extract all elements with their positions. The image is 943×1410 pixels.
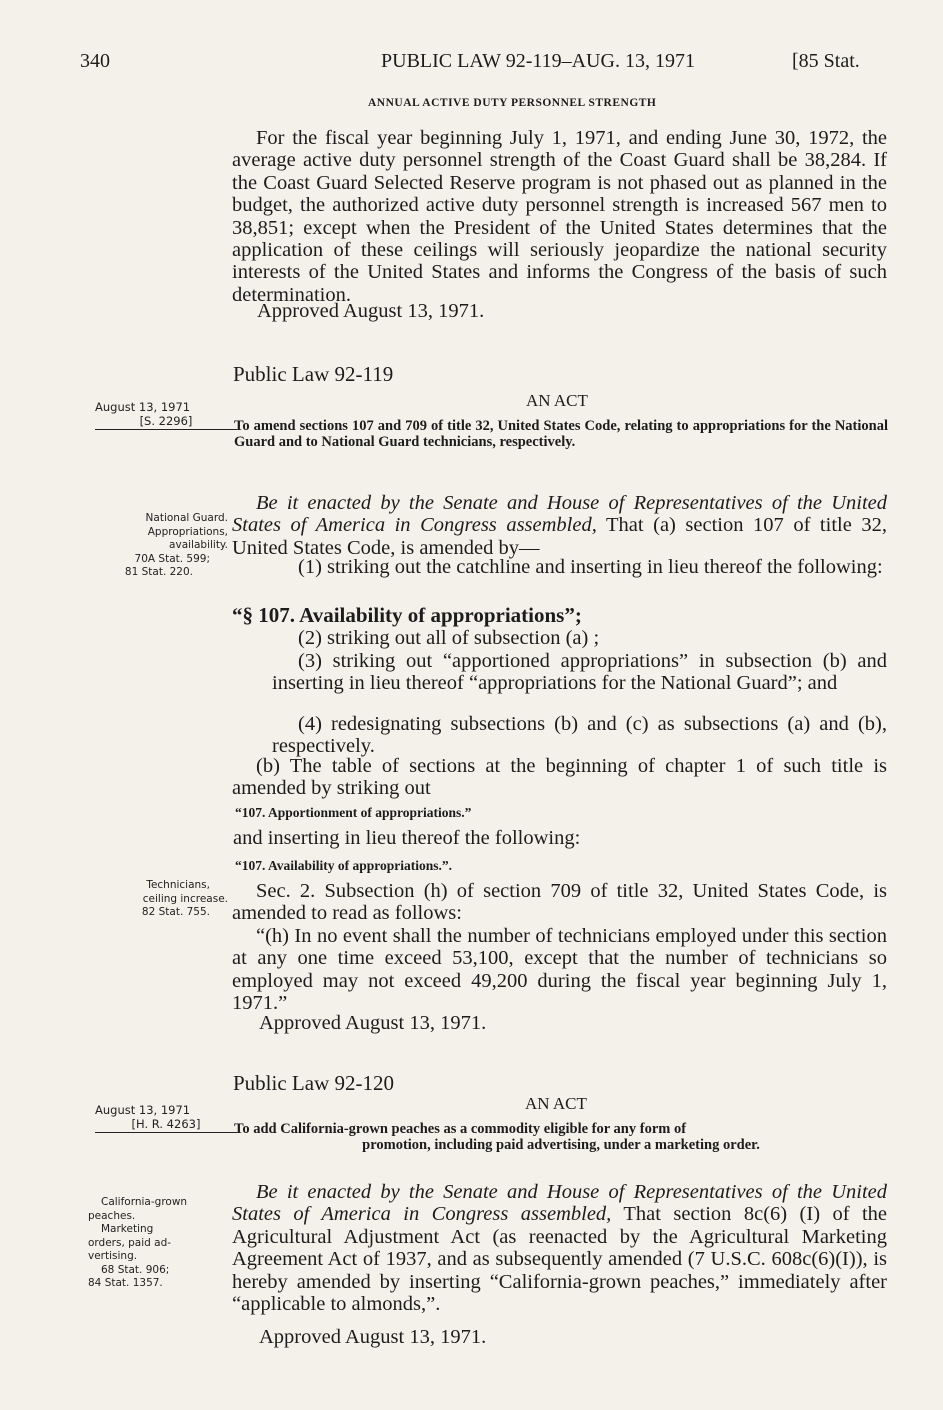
margin-note-line: vertising. — [88, 1250, 138, 1262]
page-number: 340 — [80, 50, 110, 72]
enacting-rest: That section 8c(6) (I) of the Agricultural Adjustment Act (as reenacted by the Agricultural Marketing Agreement Act of 1937, and as subsequently amended (7 U.S.C. 608c(6)(I)), is hereby amended by inserting “California-grown peaches,” immediately after “applicable to almonds,”. — [232, 1203, 887, 1316]
running-header-title: PUBLIC LAW 92-119–AUG. 13, 1971 — [381, 50, 695, 72]
approved-date-119: Approved August 13, 1971. — [259, 1012, 487, 1034]
quote-new-entry: “107. Availability of appropriations.”. — [235, 858, 453, 873]
purpose-120-line-2: promotion, including paid advertising, under a marketing order. — [362, 1137, 760, 1153]
quote-old-entry: “107. Apportionment of appropriations.” — [235, 805, 472, 820]
an-act-label-119: AN ACT — [526, 391, 588, 410]
margin-note-national-guard — [88, 512, 228, 580]
margin-note-line: Technicians, — [146, 879, 210, 891]
approved-date-120: Approved August 13, 1971. — [259, 1326, 487, 1348]
item-1-text: (1) striking out the catchline and inserting in lieu thereof the following: — [298, 556, 883, 578]
purpose-119: To amend sections 107 and 709 of title 32, United States Code, relating to appropriations for the National Guard and to National Guard technicians, respectively. — [234, 418, 888, 450]
item-3: (3) striking out “apportioned appropriations” in subsection (b) and inserting in lieu thereof “appropriations for the National Guard”; and — [272, 650, 887, 695]
item-2: (2) striking out all of subsection (a) ; — [298, 627, 600, 649]
section-heading-personnel-strength: ANNUAL ACTIVE DUTY PERSONNEL STRENGTH — [368, 97, 657, 109]
margin-note-line: ceiling increase. — [142, 892, 228, 905]
margin-note-line: California-grown — [101, 1196, 188, 1208]
enacting-clause-119 — [232, 492, 887, 559]
public-law-92-119-title: Public Law 92-119 — [233, 362, 394, 386]
margin-note-line: 68 Stat. 906; — [101, 1263, 170, 1276]
an-act-label-120: AN ACT — [525, 1094, 587, 1113]
margin-note-technicians — [88, 879, 228, 920]
approved-date-top: Approved August 13, 1971. — [257, 300, 485, 322]
paragraph-b: (b) The table of sections at the beginning of chapter 1 of such title is amended by striking out — [232, 755, 887, 800]
enacting-rest: That (a) section 107 of title 32, United States Code, is amended by— — [232, 514, 887, 559]
enacting-italic: United States of America in Congress assembled, — [232, 1181, 888, 1226]
section-2: Sec. 2. Subsection (h) of section 709 of title 32, United States Code, is amended to read as follows: — [232, 880, 887, 925]
margin-bill-119: [S. 2296] — [95, 415, 237, 430]
margin-note-line: Marketing — [101, 1223, 154, 1235]
personnel-strength-paragraph: For the fiscal year beginning July 1, 1971, and ending June 30, 1972, the average active duty personnel strength of the Coast Guard shall be 38,284. If the Coast Guard Selected Reserve program is not phased out as planned in the budget, the authorized active duty personnel strength is increased 567 men to 38,851; except when the President of the United States determines that the application of these ceilings will seriously jeopardize the national security interests of the United States and informs the Congress of the basis of such determination. — [232, 127, 887, 306]
enacting-italic: Be it enacted by the Senate and House of Representatives of the — [256, 492, 823, 514]
margin-note-line: 84 Stat. 1357. — [88, 1277, 163, 1289]
public-law-92-120-title: Public Law 92-120 — [233, 1071, 394, 1095]
item-4: (4) redesignating subsections (b) and (c) as subsections (a) and (b), respectively. — [272, 713, 887, 758]
margin-note-line: National Guard. — [145, 512, 228, 524]
margin-note-peaches — [88, 1196, 228, 1291]
enacting-clause-120 — [232, 1181, 887, 1315]
purpose-120 — [234, 1121, 888, 1153]
margin-date-120: August 13, 1971 — [95, 1103, 191, 1117]
margin-note-line: 81 Stat. 220. — [124, 566, 193, 578]
enacting-italic: Be it enacted by the Senate and House of Representatives of the — [256, 1181, 823, 1203]
margin-date-119: August 13, 1971 — [95, 400, 191, 414]
and-inserting-line: and inserting in lieu thereof the following: — [233, 827, 581, 849]
margin-note-line: orders, paid ad- — [88, 1236, 172, 1249]
margin-bill-120: [H. R. 4263] — [95, 1118, 237, 1133]
section-2-subsection-h: “(h) In no event shall the number of technicians employed under this section at any one time exceed 53,100, except that the number of technicians so employed may not exceed 49,200 during the fiscal year beginning July 1, 1971.” — [232, 925, 887, 1015]
margin-note-line: peaches. — [88, 1209, 136, 1222]
item-1 — [246, 556, 887, 578]
running-header-volume: [85 Stat. — [792, 50, 860, 72]
margin-note-line: 70A Stat. 599; — [134, 552, 210, 565]
purpose-120-line-1: To add California-grown peaches as a commodity eligible for any form of — [234, 1121, 687, 1137]
margin-note-line: availability. — [169, 539, 228, 551]
margin-note-line: 82 Stat. 755. — [141, 906, 210, 918]
margin-note-line: Appropriations, — [147, 525, 228, 538]
section-107-heading: “§ 107. Availability of appropriations”; — [232, 603, 582, 627]
enacting-italic: United States of America in Congress assembled, — [232, 492, 888, 537]
